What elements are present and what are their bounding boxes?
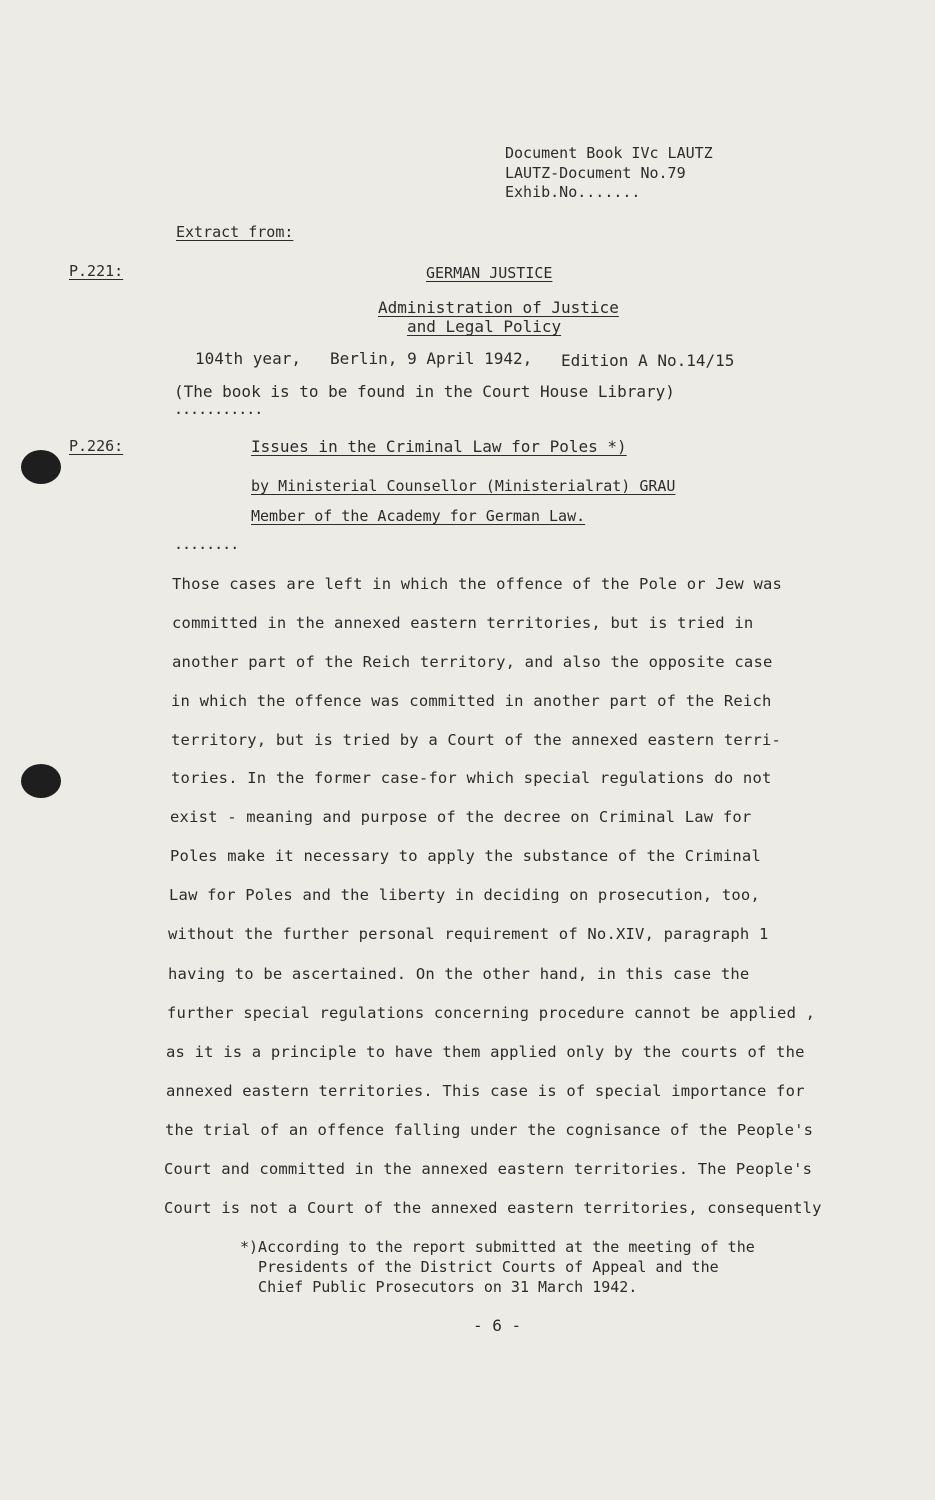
- body-line: territory, but is tried by a Court of the annexed eastern terri-: [171, 731, 782, 749]
- ellipsis-1: ...........: [174, 400, 263, 418]
- page-ref-226: P.226:: [69, 437, 124, 455]
- page-number: - 6 -: [473, 1316, 522, 1335]
- publication-edition: Edition A No.14/15: [561, 351, 735, 370]
- body-line: the trial of an offence falling under the cognisance of the People's: [165, 1121, 814, 1139]
- body-line: Court is not a Court of the annexed eastern territories, consequently: [164, 1199, 822, 1217]
- ellipsis-2: ........: [174, 535, 239, 553]
- header-exhibit-number: Exhib.No.......: [505, 183, 641, 201]
- article-author: by Ministerial Counsellor (Ministerialrat) GRAU: [251, 477, 676, 495]
- header-document-number: LAUTZ-Document No.79: [505, 164, 686, 182]
- body-line: tories. In the former case-for which special regulations do not: [171, 769, 772, 787]
- page-ref-221: P.221:: [69, 262, 124, 280]
- article-title: Issues in the Criminal Law for Poles *): [251, 437, 627, 456]
- publication-year: 104th year,: [195, 349, 301, 368]
- publication-place-date: Berlin, 9 April 1942,: [330, 349, 533, 368]
- body-line: in which the offence was committed in another part of the Reich: [171, 692, 772, 710]
- footnote-line-2: Presidents of the District Courts of Appeal and the: [240, 1258, 719, 1276]
- punch-hole-top: [21, 450, 61, 484]
- body-line: annexed eastern territories. This case is of special importance for: [166, 1082, 805, 1100]
- body-line: Law for Poles and the liberty in deciding on prosecution, too,: [169, 886, 760, 904]
- publication-subtitle-1: Administration of Justice: [378, 298, 619, 317]
- article-author-membership: Member of the Academy for German Law.: [251, 507, 586, 525]
- punch-hole-bottom: [21, 764, 61, 798]
- body-line: Those cases are left in which the offence of the Pole or Jew was: [172, 575, 783, 593]
- body-line: without the further personal requirement of No.XIV, paragraph 1: [168, 925, 769, 943]
- body-line: exist - meaning and purpose of the decree on Criminal Law for: [170, 808, 752, 826]
- body-line: having to be ascertained. On the other hand, in this case the: [168, 965, 750, 983]
- footnote-line-1: *)According to the report submitted at the meeting of the: [240, 1238, 755, 1256]
- body-line: Court and committed in the annexed eastern territories. The People's: [164, 1160, 813, 1178]
- publication-subtitle-2: and Legal Policy: [407, 317, 562, 336]
- body-line: committed in the annexed eastern territories, but is tried in: [172, 614, 754, 632]
- publication-title: GERMAN JUSTICE: [426, 264, 553, 282]
- library-note: (The book is to be found in the Court House Library): [174, 382, 675, 401]
- header-document-book: Document Book IVc LAUTZ: [505, 144, 713, 162]
- body-line: Poles make it necessary to apply the substance of the Criminal: [170, 847, 761, 865]
- body-line: further special regulations concerning procedure cannot be applied ,: [167, 1004, 816, 1022]
- extract-label: Extract from:: [176, 223, 294, 241]
- body-line: as it is a principle to have them applied only by the courts of the: [166, 1043, 805, 1061]
- footnote-line-3: Chief Public Prosecutors on 31 March 1942.: [240, 1278, 638, 1296]
- body-line: another part of the Reich territory, and also the opposite case: [172, 653, 773, 671]
